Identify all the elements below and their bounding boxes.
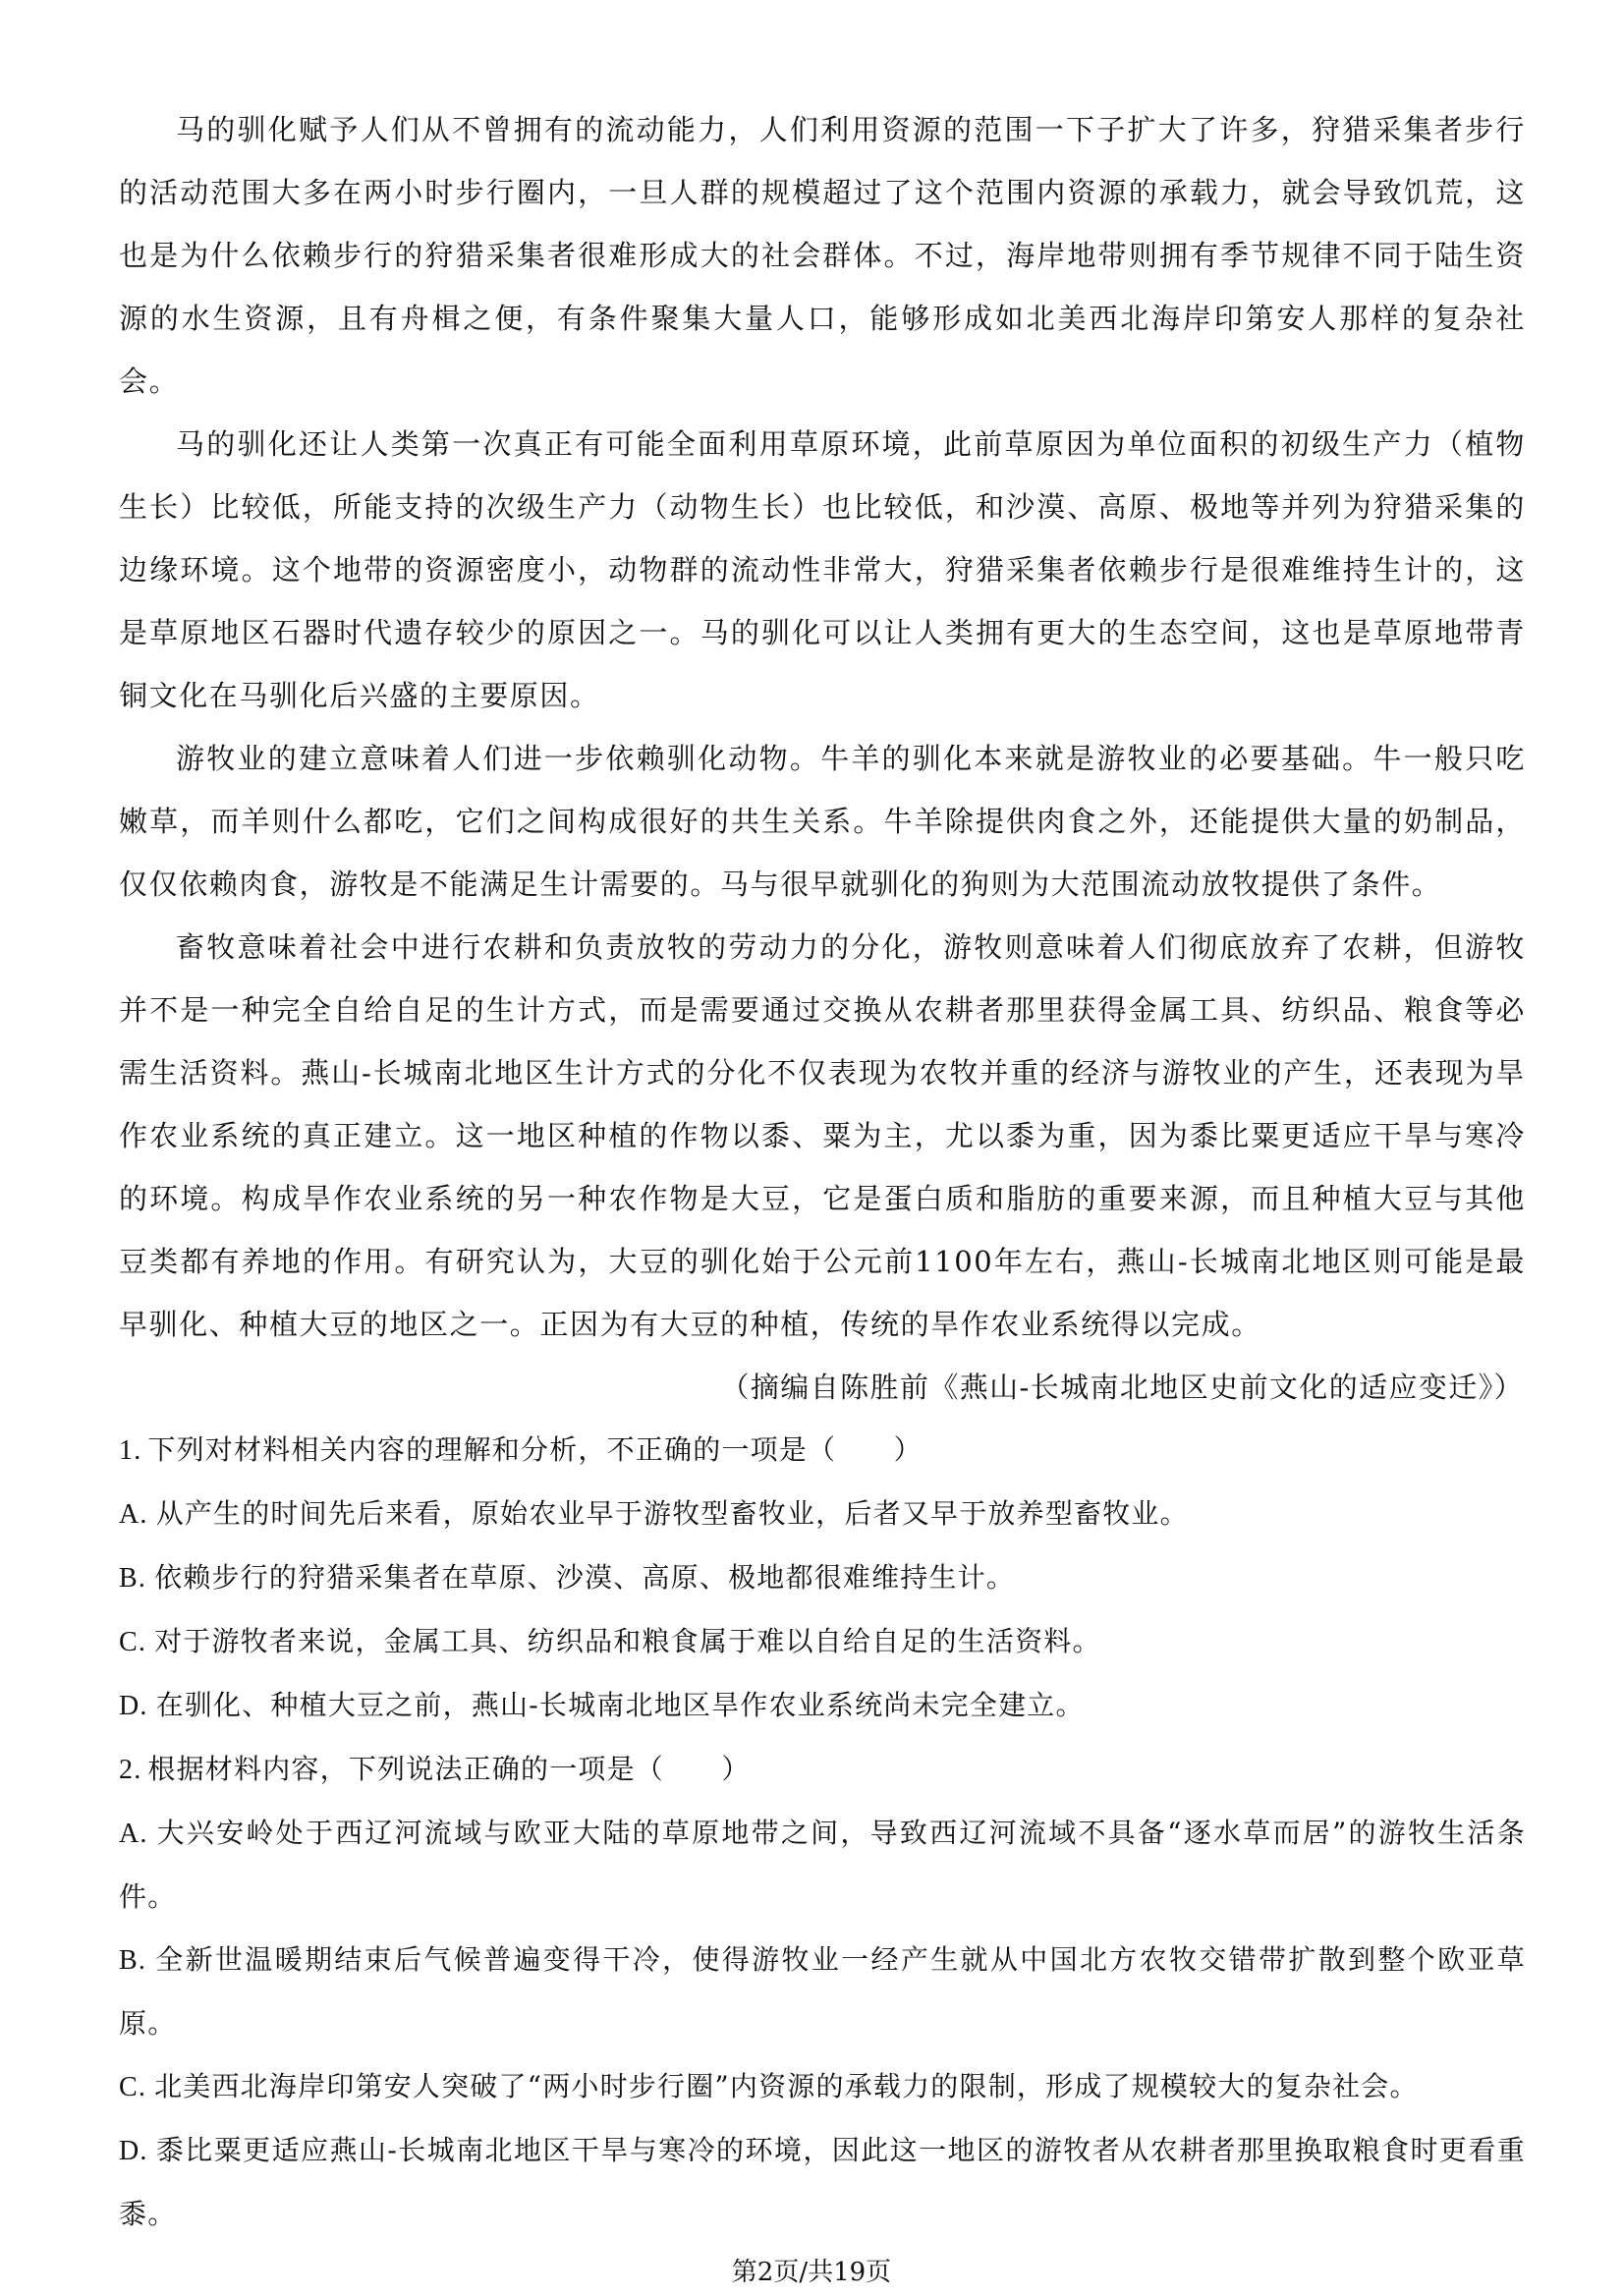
page-number-footer: 第2页/共19页	[731, 2258, 892, 2287]
option-b	[119, 1929, 1526, 2055]
reading-passage	[119, 98, 1526, 1419]
option-text: 大兴安岭处于西辽河流域与欧亚大陆的草原地带之间，导致西辽河流域不具备“逐水草而居”的游牧生活条件。	[119, 1817, 1526, 1913]
question-stem	[119, 1419, 1526, 1483]
question-text: 下列对材料相关内容的理解和分析，不正确的一项是（ ）	[147, 1433, 923, 1466]
option-label: D.	[119, 1691, 148, 1721]
option-text: 黍比粟更适应燕山-长城南北地区干旱与寒冷的环境，因此这一地区的游牧者从农耕者那里换取粮食时更看重黍。	[119, 2134, 1526, 2230]
option-c	[119, 1610, 1526, 1674]
option-label: C.	[119, 2072, 147, 2102]
option-label: C.	[119, 1627, 147, 1657]
option-text: 在驯化、种植大豆之前，燕山-长城南北地区旱作农业系统尚未完全建立。	[155, 1689, 1085, 1721]
option-label: B.	[119, 1945, 147, 1976]
question-number: 2.	[119, 1755, 142, 1785]
option-a	[119, 1802, 1526, 1929]
passage-source: （摘编自陈胜前《燕山-长城南北地区史前文化的适应变迁》）	[720, 1371, 1524, 1404]
passage-paragraph-3: 游牧业的建立意味着人们进一步依赖驯化动物。牛羊的驯化本来就是游牧业的必要基础。牛一般只吃嫩草，而羊则什么都吃，它们之间构成很好的共生关系。牛羊除提供肉食之外，还能提供大量的奶制品，仅仅依赖肉食，游牧是不能满足生计需要的。马与很早就驯化的狗则为大范围流动放牧提供了条件。	[119, 742, 1526, 901]
option-text: 依赖步行的狩猎采集者在草原、沙漠、高原、极地都很难维持生计。	[154, 1561, 1016, 1594]
passage-paragraph-2: 马的驯化还让人类第一次真正有可能全面利用草原环境，此前草原因为单位面积的初级生产力（植物生长）比较低，所能支持的次级生产力（动物生长）也比较低，和沙漠、高原、极地等并列为狩猎采集的边缘环境。这个地带的资源密度小，动物群的流动性非常大，狩猎采集者依赖步行是很难维持生计的，这是草原地区石器时代遗存较少的原因之一。马的驯化可以让人类拥有更大的生态空间，这也是草原地带青铜文化在马驯化后兴盛的主要原因。	[119, 427, 1526, 712]
option-d	[119, 1674, 1526, 1738]
exam-page	[119, 98, 1526, 2246]
option-c	[119, 2055, 1526, 2119]
passage-paragraph-1: 马的驯化赋予人们从不曾拥有的流动能力，人们利用资源的范围一下子扩大了许多，狩猎采集者步行的活动范围大多在两小时步行圈内，一旦人群的规模超过了这个范围内资源的承载力，就会导致饥荒，这也是为什么依赖步行的狩猎采集者很难形成大的社会群体。不过，海岸地带则拥有季节规律不同于陆生资源的水生资源，且有舟楫之便，有条件聚集大量人口，能够形成如北美西北海岸印第安人那样的复杂社会。	[119, 113, 1526, 398]
question-list	[119, 1419, 1526, 2246]
question-text: 根据材料内容，下列说法正确的一项是（ ）	[147, 1753, 751, 1785]
question-stem	[119, 1738, 1526, 1802]
question-number: 1.	[119, 1435, 142, 1466]
option-label: D.	[119, 2136, 148, 2166]
option-a	[119, 1483, 1526, 1546]
option-label: B.	[119, 1563, 147, 1594]
question-2	[119, 1738, 1526, 2246]
option-text: 全新世温暖期结束后气候普遍变得干冷，使得游牧业一经产生就从中国北方农牧交错带扩散到整个欧亚草原。	[119, 1943, 1526, 2040]
passage-paragraph-4: 畜牧意味着社会中进行农耕和负责放牧的劳动力的分化，游牧则意味着人们彻底放弃了农耕，但游牧并不是一种完全自给自足的生计方式，而是需要通过交换从农耕者那里获得金属工具、纺织品、粮食等必需生活资料。燕山-长城南北地区生计方式的分化不仅表现为农牧并重的经济与游牧业的产生，还表现为旱作农业系统的真正建立。这一地区种植的作物以黍、粟为主，尤以黍为重，因为黍比粟更适应干旱与寒冷的环境。构成旱作农业系统的另一种农作物是大豆，它是蛋白质和脂肪的重要来源，而且种植大豆与其他豆类都有养地的作用。有研究认为，大豆的驯化始于公元前1100年左右，燕山-长城南北地区则可能是最早驯化、种植大豆的地区之一。正因为有大豆的种植，传统的旱作农业系统得以完成。	[119, 930, 1526, 1341]
option-label: A.	[119, 1499, 148, 1530]
option-b	[119, 1546, 1526, 1610]
option-text: 对于游牧者来说，金属工具、纺织品和粮食属于难以自给自足的生活资料。	[154, 1625, 1101, 1657]
option-label: A.	[119, 1819, 148, 1849]
option-d	[119, 2119, 1526, 2246]
question-1	[119, 1419, 1526, 1738]
option-text: 从产生的时间先后来看，原始农业早于游牧型畜牧业，后者又早于放养型畜牧业。	[155, 1497, 1189, 1530]
option-text: 北美西北海岸印第安人突破了“两小时步行圈”内资源的承载力的限制，形成了规模较大的复杂社会。	[154, 2070, 1419, 2102]
